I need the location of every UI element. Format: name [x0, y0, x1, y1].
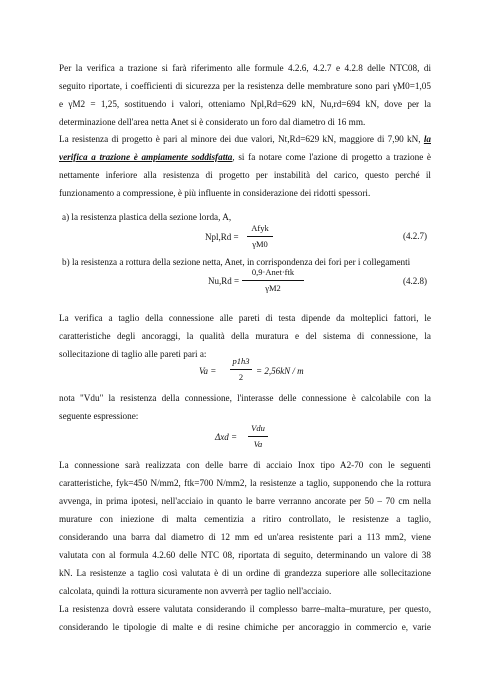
p5-line-3: avvenga, in prima ipotesi, nell'acciaio in quanto le barre verranno ancorate per 50 – 70 cm nella [59, 496, 431, 506]
p5-line-6: valutata con al formula 4.2.60 delle NTC 08, riportata di seguito, determinando un valore di 38 [59, 550, 431, 560]
formula-a-lhs: Npl,Rd = [205, 232, 239, 242]
formula-dx-lhs: Δxd = [215, 432, 238, 442]
formula-a-numerator: Afyk [251, 223, 269, 233]
p2-line-2 [59, 151, 431, 163]
formula-va-numerator: p1h3 [232, 356, 250, 366]
formula-b-lhs: Nu,Rd = [208, 276, 240, 286]
formula-va-fraction-bar [230, 369, 252, 370]
formula-b-fraction-bar [242, 280, 304, 281]
formula-va-rhs: = 2,56kN / m [256, 366, 304, 376]
p5-line-7: kN. La resistenze a taglio così valutata è di un ordine di grandezza superiore alle sollecitazione [59, 568, 431, 578]
formula-b-denominator: γM2 [265, 283, 281, 293]
formula-a-number: (4.2.7) [403, 231, 427, 241]
formula-dx-numerator: Vdu [251, 423, 265, 433]
formula-va-denominator: 2 [238, 372, 244, 382]
p5-line-8: calcolata, quindi la rottura sicuramente non avverrà per taglio nell'acciaio. [59, 586, 332, 596]
p2-emphasis-start: la [423, 134, 431, 144]
formula-a-fraction-bar [247, 236, 273, 237]
formula-a-intro: a) la resistenza plastica della sezione lorda, A, [62, 212, 232, 222]
p3-line-3: sollecitazione di taglio alle pareti pari a: [59, 349, 207, 359]
p1-line-3: e γM2 = 1,25, sostituendo i valori, otteniamo Npl,Rd=629 kN, Nu,rd=694 kN, dove per la [59, 99, 431, 109]
p5-line-1: La connessione sarà realizzata con delle barre di acciaio Inox tipo A2-70 con le seguenti [59, 460, 431, 470]
p5-line-2: caratteristiche, fyk=450 N/mm2, ftk=700 N/mm2, la resistenze a taglio, supponendo che la rottura [59, 478, 431, 488]
p2-line-1-text: La resistenza di progetto è pari al minore dei due valori, Nt,Rd=629 kN, maggiore di 7,90 kN, [59, 134, 424, 144]
p2-line-3: nettamente inferiore alla resistenza di progetto per instabilità del carico, questo perché il [59, 170, 431, 180]
p2-emphasis: verifica a trazione è ampiamente soddisfatta [59, 152, 233, 162]
formula-va-lhs: Va = [199, 366, 217, 376]
formula-dx-fraction-bar [248, 436, 268, 437]
p1-line-2: seguito riportate, i coefficienti di sicurezza per la resistenza delle membrature sono pari γM0=1,05 [59, 81, 431, 91]
p1-line-4: determinazione dell'area netta Anet si è considerato un foro dal diametro di 16 mm. [59, 117, 366, 127]
p2-line-2-text: , si fa notare come l'azione di progetto a trazione è [232, 152, 431, 162]
p2-line-4: funzionamento a compressione, è più influente in considerazione dei ridotti spessori. [59, 188, 371, 198]
p4-line-2: seguente espressione: [59, 411, 139, 421]
formula-a-denominator: γM0 [252, 239, 268, 249]
p4-line-1: nota "Vdu" la resistenza della connessione, l'interasse delle connessione è calcolabile con la [59, 393, 431, 403]
p6-line-2: considerando le tipologie di malte e di resine chimiche per ancoraggio in commercio e, varie [59, 622, 431, 632]
formula-b-number: (4.2.8) [403, 276, 427, 286]
formula-b-intro: b) la resistenza a rottura della sezione netta, Anet, in corrispondenza dei fori per i collegamenti [62, 257, 411, 267]
p2-line-1 [59, 133, 431, 145]
formula-dx-denominator: Va [253, 439, 263, 449]
p6-line-1: La resistenza dovrà essere valutata considerando il complesso barre–malta–murature, per questo, [59, 604, 431, 614]
formula-b-numerator: 0,9·Anet·ftk [251, 267, 295, 277]
p5-line-5: considerando una barra dal diametro di 12 mm ed un'area resistente pari a 113 mm2, viene [59, 532, 431, 542]
p5-line-4: murature con iniezione di malta cementizia a ritiro controllato, le resistenze a taglio, [59, 514, 431, 524]
p1-line-1: Per la verifica a trazione si farà riferimento alle formule 4.2.6, 4.2.7 e 4.2.8 delle NTC08, di [59, 63, 431, 73]
p3-line-1: La verifica a taglio della connessione alle pareti di testa dipende da molteplici fattori, le [59, 313, 431, 323]
p3-line-2: caratteristiche degli ancoraggi, la qualità della muratura e del sistema di connessione, la [59, 331, 431, 341]
